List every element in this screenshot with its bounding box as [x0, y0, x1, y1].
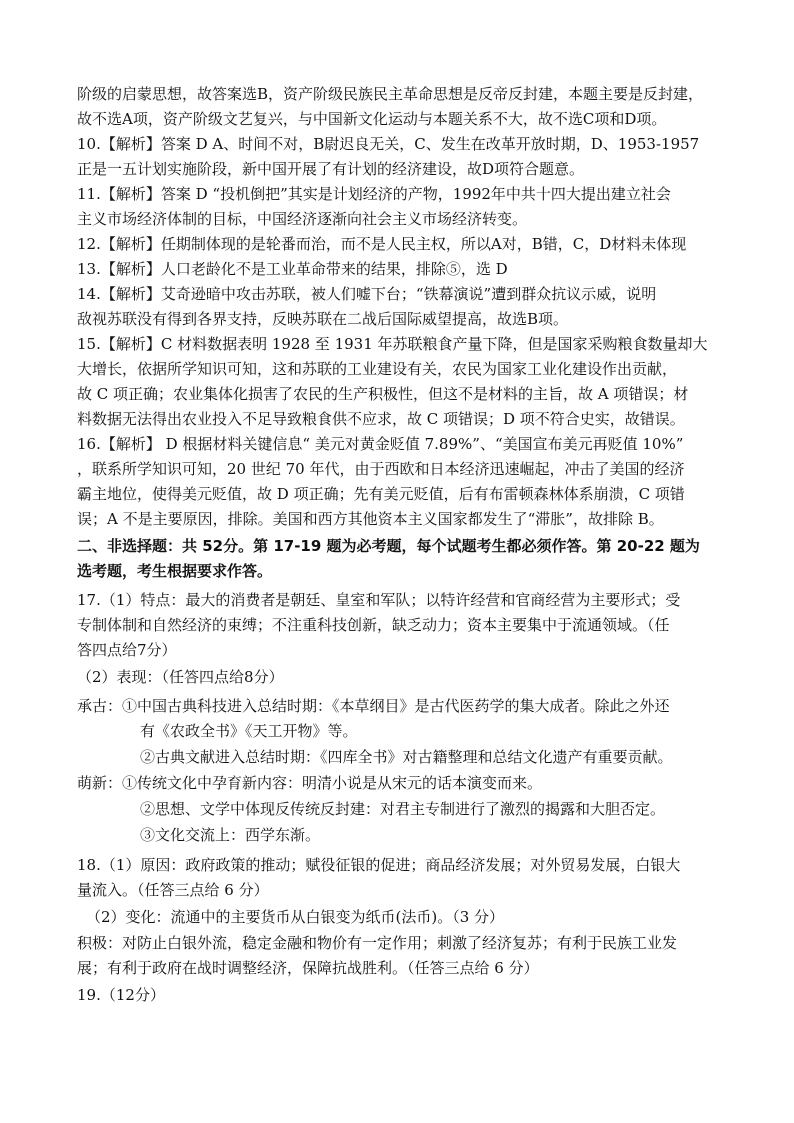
- text-line: 专制体制和自然经济的束缚；不注重科技创新，缺乏动力；资本主要集中于流通领域。（任: [77, 616, 670, 634]
- answer-17-line: 17.（1）特点：最大的消费者是朝廷、皇室和军队；以特许经营和官商经营为主要形式；受: [77, 591, 681, 609]
- text-line: 主义市场经济体制的目标，中国经济逐渐向社会主义市场经济转变。: [77, 210, 528, 228]
- answer-18-line: 18.（1）原因：政府政策的推动；赋役征银的促进；商品经济发展；对外贸易发展，白银大: [77, 856, 681, 874]
- section-heading: 选考题，考生根据要求作答。: [77, 562, 273, 580]
- answer-19-line: 19.（12分）: [77, 986, 165, 1004]
- text-line: 正是一五计划实施阶段，新中国开展了有计划的经济建设，故D项符合题意。: [77, 160, 585, 178]
- text-line: 萌新：①传统文化中孕育新内容：明清小说是从宋元的话本演变而来。: [77, 774, 543, 792]
- text-line: ②思想、文学中体现反传统反封建：对君主专制进行了激烈的揭露和大胆否定。: [140, 800, 666, 818]
- text-line: ②古典文献进入总结时期：《四库全书》对古籍整理和总结文化遗产有重要贡献。: [140, 748, 673, 766]
- text-line: 故 C 项正确；农业集体化损害了农民的生产积极性，但这不是材料的主旨，故 A 项错误；材: [77, 385, 689, 403]
- text-line: 误；A 不是主要原因，排除。美国和西方其他资本主义国家都发生了“滞胀”，故排除 B。: [77, 510, 664, 528]
- text-line: （2）表现：（任答四点给8分）: [77, 668, 284, 686]
- text-line: 答四点给7分）: [77, 641, 177, 659]
- answer-16-line: 16.【解析】 D 根据材料关键信息“ 美元对黄金贬值 7.89%”、“美国宣布美元再贬值 10%”: [77, 435, 684, 453]
- answer-13-line: 13.【解析】人口老龄化不是工业革命带来的结果，排除⑤，选 D: [77, 260, 508, 278]
- text-line: 大增长，依据所学知识可知，这和苏联的工业建设有关，农民为国家工业化建设作出贡献，: [77, 360, 678, 378]
- section-heading: 二、非选择题：共 52分。第 17-19 题为必考题，每个试题考生都必须作答。第 20-22 题为: [77, 537, 700, 555]
- answer-12-line: 12.【解析】任期制体现的是轮番而治，而不是人民主权，所以A对，B错，C，D材料未体现: [77, 235, 687, 253]
- text-line: 积极：对防止白银外流，稳定金融和物价有一定作用；刺激了经济复苏；有利于民族工业发: [77, 934, 678, 952]
- answer-11-line: 11.【解析】答案 D “投机倒把”其实是计划经济的产物，1992年中共十四大提出建立社会: [77, 185, 671, 203]
- answer-15-line: 15.【解析】C 材料数据表明 1928 至 1931 年苏联粮食产量下降，但是国家采购粮食数量却大: [77, 335, 708, 353]
- text-line: 展；有利于政府在战时调整经济，保障抗战胜利。（任答三点给 6 分）: [77, 959, 539, 977]
- text-line: 阶级的启蒙思想，故答案选B，资产阶级民族民主革命思想是反帝反封建，本题主要是反封建，: [77, 85, 704, 103]
- text-line: 有《农政全书》《天工开物》等。: [140, 722, 358, 740]
- answer-14-line: 14.【解析】艾奇逊暗中攻击苏联，被人们嘘下台；“铁幕演说”遭到群众抗议示威，说明: [77, 285, 657, 303]
- text-line: 量流入。（任答三点给 6 分）: [77, 881, 269, 899]
- text-line: ③文化交流上：西学东渐。: [140, 826, 321, 844]
- text-line: 承古：①中国古典科技进入总结时期：《本草纲目》是古代医药学的集大成者。除此之外还: [77, 697, 670, 715]
- text-line: 故不选A项，资产阶级文艺复兴，与中国新文化运动与本题关系不大，故不选C项和D项。: [77, 110, 667, 128]
- text-line: ，联系所学知识可知，20 世纪 70 年代，由于西欧和日本经济迅速崛起，冲击了美国的经济: [77, 460, 685, 478]
- answer-10-line: 10.【解析】答案 D A、时间不对，B尉迟良无关，C、发生在改革开放时期，D、1953-1957: [77, 135, 700, 153]
- text-line: 霸主地位，使得美元贬值，故 D 项正确；先有美元贬值，后有布雷顿森林体系崩溃，C 项错: [77, 485, 685, 503]
- text-line: 料数据无法得出农业投入不足导致粮食供不应求，故 C 项错误；D 项不符合史实，故错误。: [77, 410, 685, 428]
- text-line: 敌视苏联没有得到各界支持，反映苏联在二战后国际威望提高，故选B项。: [77, 310, 569, 328]
- text-line: （2）变化：流通中的主要货币从白银变为纸币(法币)。（3 分）: [86, 908, 505, 926]
